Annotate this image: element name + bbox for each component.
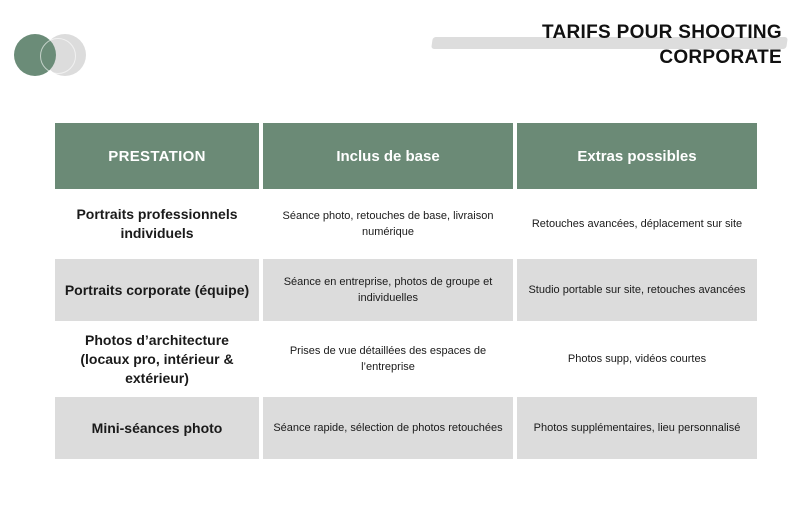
prestation-cell: Mini-séances photo (55, 397, 259, 459)
prestation-cell: Portraits corporate (équipe) (55, 259, 259, 321)
extras-cell: Photos supplémentaires, lieu personnalisé (517, 397, 757, 459)
header-prestation: PRESTATION (55, 123, 259, 189)
page-title-line2: CORPORATE (659, 47, 782, 68)
prestation-cell: Portraits professionnels individuels (76, 206, 238, 241)
table-row (55, 325, 757, 393)
table-header-row (55, 123, 757, 189)
table-row (55, 259, 757, 321)
table-row (55, 193, 757, 255)
pricing-table (55, 123, 757, 463)
logo-green-circle (14, 34, 56, 76)
table-row (55, 397, 757, 459)
extras-cell: Studio portable sur site, retouches avancées (517, 259, 757, 321)
inclus-cell: Prises de vue détaillées des espaces de l’entreprise (289, 345, 487, 373)
inclus-cell: Séance rapide, sélection de photos retouchées (263, 397, 513, 459)
brand-logo (14, 34, 86, 78)
inclus-cell: Séance photo, retouches de base, livraison numérique (282, 210, 494, 238)
header-inclus: Inclus de base (263, 123, 513, 189)
extras-cell: Retouches avancées, déplacement sur site (531, 218, 743, 230)
inclus-cell: Séance en entreprise, photos de groupe et individuelles (263, 259, 513, 321)
page-title (462, 20, 782, 70)
header-extras: Extras possibles (517, 123, 757, 189)
prestation-cell: Photos d’architecture (locaux pro, intérieur & extérieur) (80, 331, 234, 386)
extras-cell: Photos supp, vidéos courtes (567, 353, 707, 365)
page-title-line1: TARIFS POUR SHOOTING (542, 22, 782, 43)
